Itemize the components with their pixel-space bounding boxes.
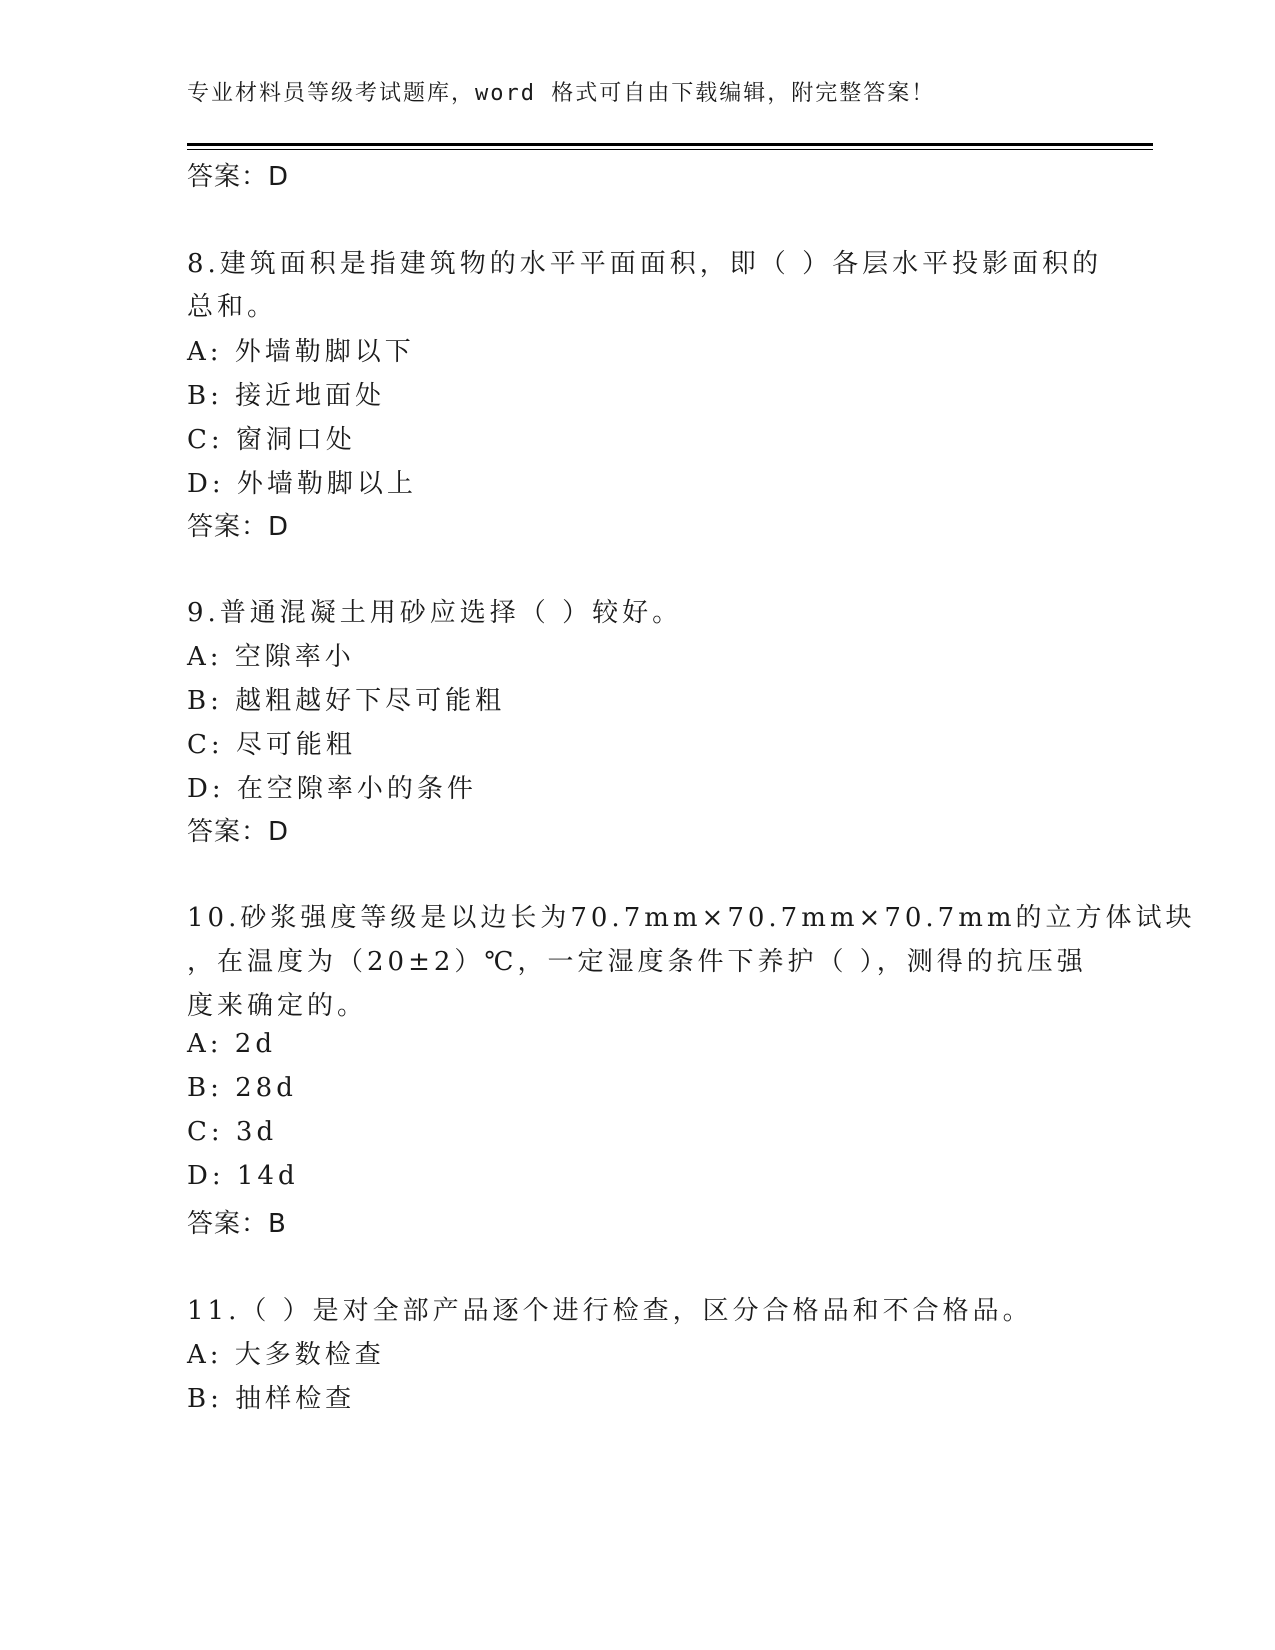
- q8-stem-line-2: 总和。: [187, 292, 278, 322]
- q9-stem-line-1: 9.普通混凝土用砂应选择（ ）较好。: [187, 598, 683, 628]
- q9-option-b: B: 越粗越好下尽可能粗: [187, 686, 506, 716]
- q9-option-c: C: 尽可能粗: [187, 730, 356, 760]
- header-rule-thick: [187, 143, 1153, 146]
- q8-option-c: C: 窗洞口处: [187, 425, 356, 455]
- prev-answer: 答案：D: [187, 162, 290, 192]
- q10-answer: 答案：B: [187, 1209, 287, 1239]
- q9-option-a: A: 空隙率小: [187, 642, 355, 672]
- q8-stem-line-1: 8.建筑面积是指建筑物的水平平面面积，即（ ）各层水平投影面积的: [187, 249, 1103, 279]
- q9-option-d: D: 在空隙率小的条件: [187, 774, 477, 804]
- q10-option-d: D: 14d: [187, 1161, 299, 1191]
- q8-option-a: A: 外墙勒脚以下: [187, 337, 415, 367]
- q10-stem-line-1: 10.砂浆强度等级是以边长为70.7mm×70.7mm×70.7mm的立方体试块: [187, 903, 1196, 933]
- q11-option-a: A: 大多数检查: [187, 1340, 385, 1370]
- q10-stem-line-2: ，在温度为（20±2）℃，一定湿度条件下养护（ ），测得的抗压强: [187, 947, 1087, 977]
- q10-option-a: A: 2d: [187, 1029, 276, 1059]
- header-rule-thin: [187, 149, 1153, 150]
- q10-stem-line-3: 度来确定的。: [187, 991, 368, 1021]
- q11-option-b: B: 抽样检查: [187, 1384, 356, 1414]
- q10-option-c: C: 3d: [187, 1117, 278, 1147]
- q8-answer: 答案：D: [187, 512, 290, 542]
- q8-option-d: D: 外墙勒脚以上: [187, 469, 417, 499]
- q8-option-b: B: 接近地面处: [187, 381, 386, 411]
- q9-answer: 答案：D: [187, 817, 290, 847]
- page-header: 专业材料员等级考试题库，word 格式可自由下载编辑，附完整答案！: [187, 81, 936, 106]
- q11-stem-line-1: 11.（ ）是对全部产品逐个进行检查，区分合格品和不合格品。: [187, 1296, 1033, 1326]
- q10-option-b: B: 28d: [187, 1073, 297, 1103]
